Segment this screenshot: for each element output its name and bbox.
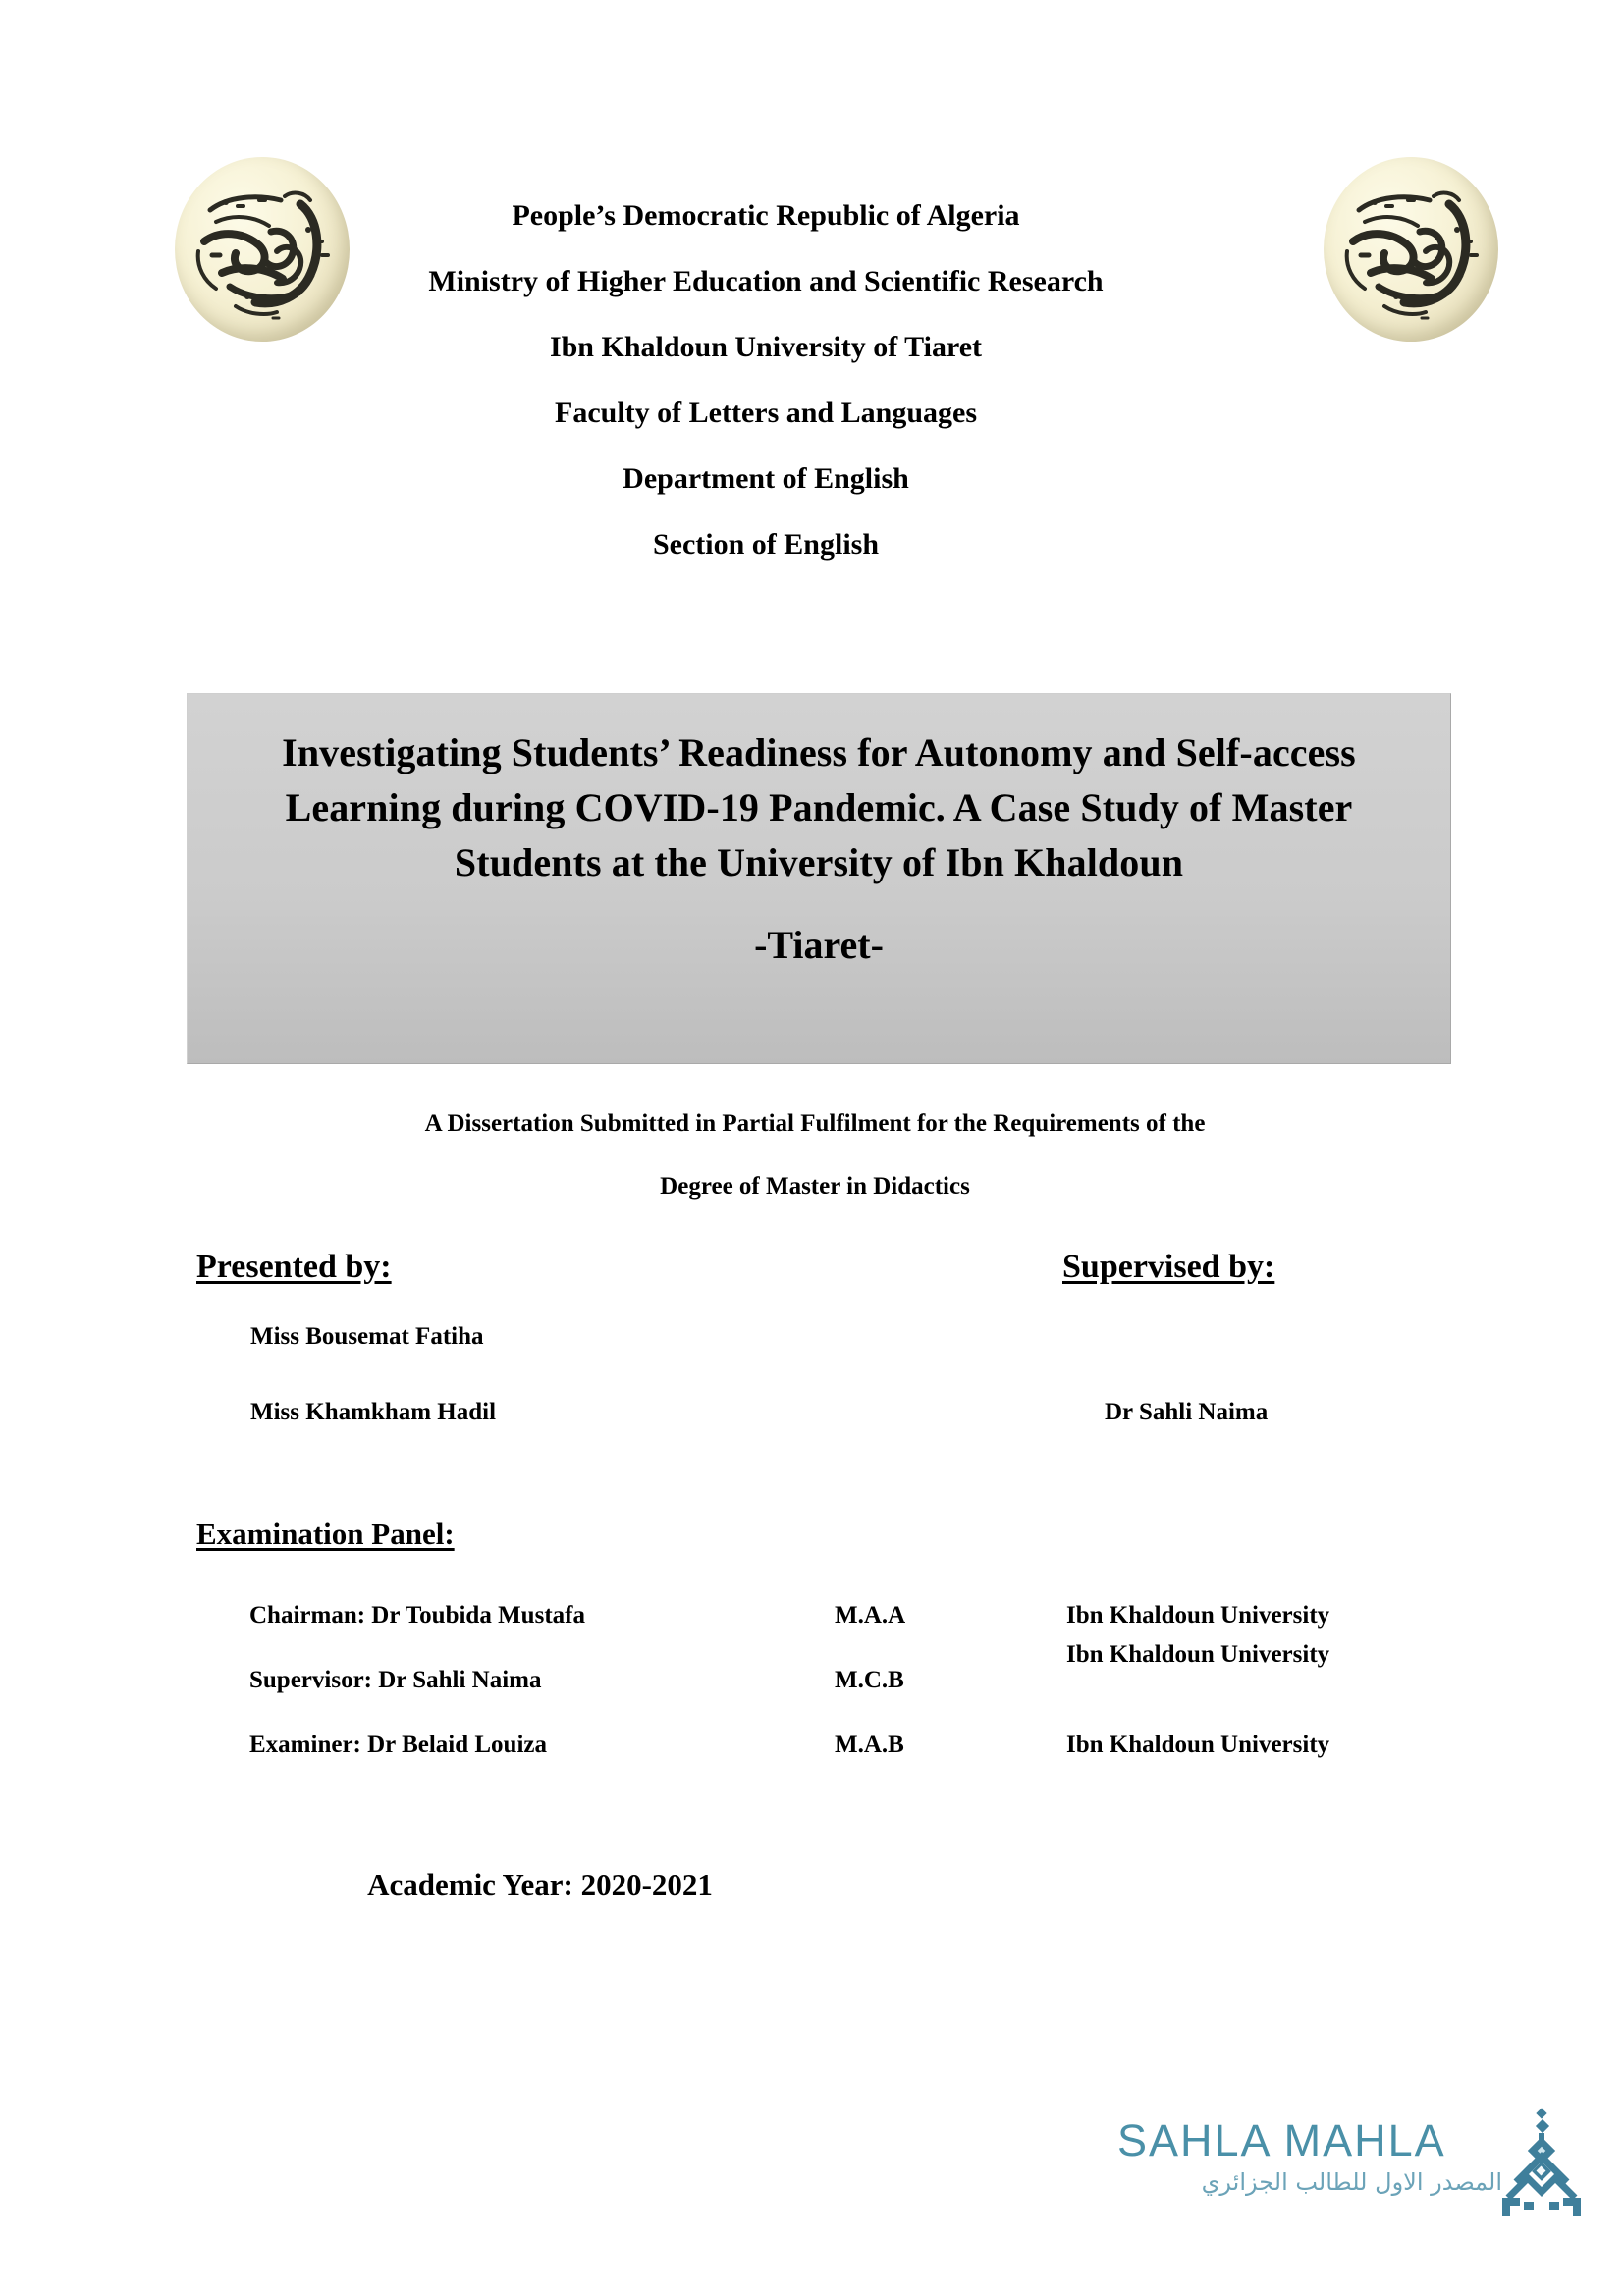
- presenter-name-1: Miss Bousemat Fatiha: [250, 1323, 484, 1350]
- header-line-faculty: Faculty of Letters and Languages: [555, 397, 977, 429]
- table-row: [196, 1722, 1463, 1787]
- watermark-tagline: المصدر الاول للطالب الجزائري: [1201, 2168, 1502, 2196]
- academic-year: Academic Year: 2020-2021: [367, 1867, 713, 1901]
- panel-role: Supervisor: Dr Sahli Naima: [249, 1667, 542, 1693]
- supervisor-name: Dr Sahli Naima: [1105, 1399, 1269, 1425]
- header-line-ministry: Ministry of Higher Education and Scientific Research: [428, 265, 1104, 297]
- dissertation-title: Investigating Students’ Readiness for Autonomy and Self-access Learning during COVID-19 Pandemic. A Case Study of Master Students at the University of Ibn Khaldoun: [282, 730, 1356, 884]
- dissertation-title-box: [187, 693, 1451, 1064]
- sahla-mahla-watermark: [1117, 2115, 1589, 2253]
- panel-grade: M.A.B: [835, 1732, 904, 1758]
- panel-role: Examiner: Dr Belaid Louiza: [249, 1732, 548, 1758]
- dissertation-title-city: -Tiaret-: [754, 923, 884, 967]
- supervised-by-heading: Supervised by:: [1062, 1249, 1275, 1285]
- statement-line-1: A Dissertation Submitted in Partial Fulfilment for the Requirements of the: [424, 1110, 1206, 1137]
- panel-role: Chairman: Dr Toubida Mustafa: [249, 1602, 585, 1629]
- watermark-wordmark: SAHLA MAHLA: [1117, 2115, 1446, 2165]
- examination-panel-table: [196, 1592, 1463, 1787]
- panel-institution: Ibn Khaldoun University: [1066, 1641, 1330, 1668]
- table-row: [196, 1641, 1463, 1722]
- presented-by-heading: Presented by:: [196, 1249, 392, 1285]
- panel-institution: Ibn Khaldoun University: [1066, 1602, 1330, 1629]
- header-line-university: Ibn Khaldoun University of Tiaret: [549, 331, 983, 363]
- header-line-country: People’s Democratic Republic of Algeria: [512, 199, 1020, 232]
- university-seal-icon: [175, 157, 350, 342]
- header-line-section: Section of English: [652, 528, 880, 561]
- dissertation-statement: [236, 1093, 1394, 1218]
- panel-grade: M.C.B: [835, 1667, 904, 1693]
- header-line-department: Department of English: [623, 462, 909, 495]
- university-seal-icon: [1324, 157, 1498, 342]
- presenter-name-2: Miss Khamkham Hadil: [250, 1399, 497, 1425]
- institution-header: [373, 183, 1159, 577]
- panel-institution: Ibn Khaldoun University: [1066, 1732, 1330, 1758]
- statement-line-2: Degree of Master in Didactics: [660, 1173, 970, 1200]
- examination-panel-heading: Examination Panel:: [196, 1517, 455, 1551]
- panel-grade: M.A.A: [835, 1602, 906, 1629]
- berber-ornament-icon: [1494, 2108, 1589, 2217]
